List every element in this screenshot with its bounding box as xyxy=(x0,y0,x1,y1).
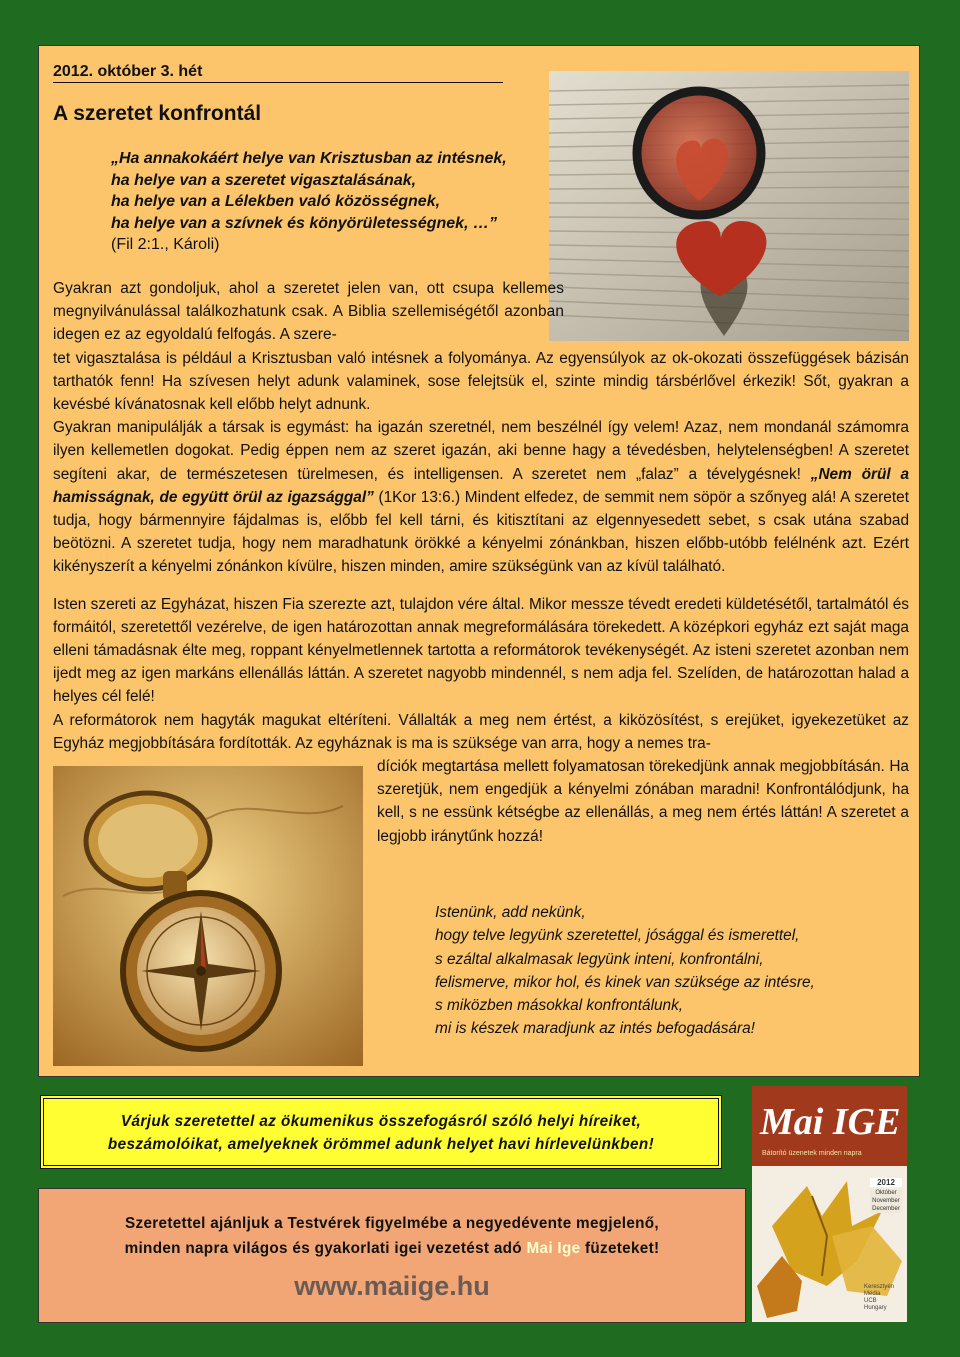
website-link[interactable]: www.maiige.hu xyxy=(294,1271,490,1301)
paragraph-text: Gyakran manipulálják a társak is egymást: ha igazán szeretnél, nem beszélnél így velem! Azaz, nem mondanál számomra ilyen kellemetlen dogokat. Pedig éppen nem az szeret igazán, aki benne hagy a tévedésben, helytelenségben! A szeretet segíteni akar, de természetesen türelmesen, és intelligensen. A szeretet nem „falaz” a tévelygésnek! xyxy=(53,419,909,483)
promo-box xyxy=(38,1188,746,1323)
bible-quote xyxy=(111,148,507,256)
promo-highlight: Mai Ige xyxy=(526,1240,581,1257)
publisher-line: UCB xyxy=(864,1298,877,1304)
paragraph-intro: Gyakran azt gondoljuk, ahol a szeretet jelen van, ott csupa kellemes megnyilvánulással találkozhatunk csak. A Biblia szellemiségétől azonban idegen ez az egyoldalú felfogás. A szere- xyxy=(53,280,564,344)
prayer-line: mi is készek maradjunk az intés befogadására! xyxy=(435,1020,755,1038)
cover-title: Mai IGE xyxy=(760,1101,901,1143)
promo-text: minden napra világos és gyakorlati igei vezetést adó xyxy=(124,1240,527,1257)
prayer xyxy=(435,901,815,1041)
cover-month: December xyxy=(872,1206,900,1212)
paragraph-text: (1Kor 13:6.) Mindent elfedez, de semmit nem söpör a szőnyeg alá! A szeretet tudja, hogy bármennyire fájdalmas is, előbb fel kell tárni, és kitisztítani az elgennyesedett sebet, s csak utána szabad beötözni. A szeretet tudja, hogy nem maradhatunk örökké a kényelmi zónánkban, hiszen előbb-utóbb felélnénk azt. Ezért kikényszerít a kényelmi zónánkon kívülre, hiszen minden, amire szükségünk van az kívül található. xyxy=(53,488,909,576)
promo-text: füzeteket! xyxy=(580,1240,660,1257)
promo-line: Szeretettel ajánljuk a Testvérek figyelmébe a negyedévente megjelenő, xyxy=(125,1215,659,1232)
invitation-line: beszámolóikat, amelyeknek örömmel adunk helyet havi hírlevelünkben! xyxy=(107,1136,655,1153)
prayer-line: Istenünk, add nekünk, xyxy=(435,904,586,921)
publisher-line: Hungary xyxy=(864,1305,887,1311)
promo-line xyxy=(39,1240,745,1258)
compass-illustration xyxy=(53,766,363,1066)
news-invitation-box xyxy=(40,1095,722,1169)
cover-month: Október xyxy=(875,1190,897,1196)
publisher-line: Keresztyén xyxy=(864,1284,895,1290)
quote-reference: (Fil 2:1., Károli) xyxy=(111,236,220,253)
article-body xyxy=(53,277,909,848)
paragraph-reformers-continued: díciók megtartása mellett folyamatosan törekedjünk annak megjobbításán. Ha szeretjük, nem engedjük a kényelmi zónában maradni! Konfrontálódjunk, ha kell, s ne essünk kétségbe az ellenállás, a meg nem értés láttán! A szeretet a legjobb iránytűnk hozzá! xyxy=(377,758,909,845)
bible-citation: „Nem örül a hamisságnak, de együtt örül az igazsággal” xyxy=(53,465,910,506)
cover-year: 2012 xyxy=(870,1178,902,1187)
prayer-line: s miközben másokkal konfrontálunk, xyxy=(435,997,684,1015)
cover-months xyxy=(870,1189,902,1213)
cover-publisher xyxy=(864,1284,894,1312)
cover-month: November xyxy=(872,1198,900,1204)
paragraph-church: Isten szereti az Egyházat, hiszen Fia szerezte azt, tulajdon vére által. Mikor messze tévedt eredeti küldetésétől, tartalmától és formáitól, szeretettől vezérelve, de igen határozottan annak megreformálására törekedett. A középkori egyház ezt saját maga elleni támadásnak élte meg, roppant kényelmetlennek tartotta a reformátorok tevékenységét. Az isteni szeretet azonban nem ijedt meg az igen markáns ellenállás láttán. A szeretet nagyobb mindennél, s nem adja fel. Szelíden, de határozottan halad a helyes cél felé! xyxy=(53,595,909,706)
cover-subtitle: Bátorító üzenetek minden napra xyxy=(762,1150,862,1157)
paragraph-text: tet vigasztalása is például a Krisztusban való intésnek a folyománya. Az egyensúlyok az ok-okozati összefüggések bázisán tarthatók fenn! Ha szívesen helyt adunk valaminek, sose felejtsük el, szinte mindig társbérlővel érkezik! Sőt, gyakran a kevésbé kívánatosnak kell előbb helyt adnunk. xyxy=(53,349,909,414)
prayer-line: s ezáltal alkalmasak legyünk inteni, konfrontálni, xyxy=(435,950,764,968)
quote-line: ha helye van a szeretet vigasztalásának, xyxy=(111,171,417,189)
paragraph-intro-continued xyxy=(53,347,909,579)
invitation-line: Várjuk szeretettel az ökumenikus összefogásról szóló helyi híreiket, xyxy=(120,1113,642,1130)
prayer-line: felismerve, mikor hol, és kinek van szüksége az intésre, xyxy=(435,973,815,991)
mai-ige-booklet-cover xyxy=(752,1086,907,1322)
issue-date: 2012. október 3. hét xyxy=(53,63,503,83)
quote-line: „Ha annakokáért helye van Krisztusban az intésnek, xyxy=(111,150,507,167)
paragraph-reformers: A reformátorok nem hagyták magukat eltéríteni. Vállalták a meg nem értést, a kiközösítést, s erejüket, igyekezetüket az Egyház megjobbítására fordították. Az egyháznak is ma is szüksége van arra, hogy a nemes tra- xyxy=(53,711,909,752)
quote-line: ha helye van a szívnek és könyörületességnek, …” xyxy=(111,214,497,232)
compass-map-image xyxy=(53,766,363,1066)
article-title: A szeretet konfrontál xyxy=(53,102,262,125)
article-panel xyxy=(38,45,920,1077)
prayer-line: hogy telve legyünk szeretettel, jósággal és ismerettel, xyxy=(435,927,800,945)
publisher-line: Média xyxy=(864,1291,881,1297)
quote-line: ha helye van a Lélekben való közösségnek, xyxy=(111,193,441,210)
